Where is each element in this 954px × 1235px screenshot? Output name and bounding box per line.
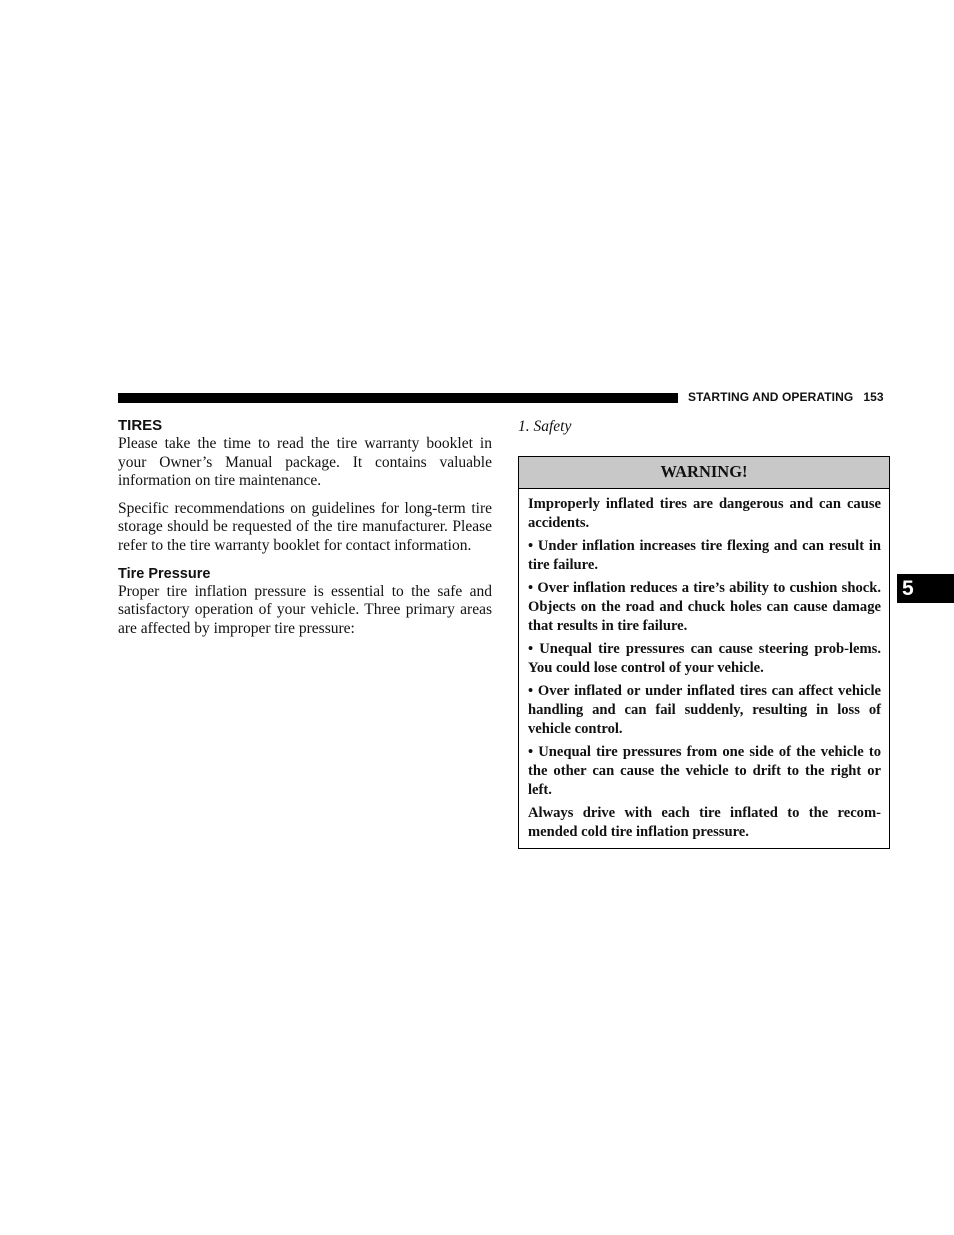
warning-closing: Always drive with each tire inflated to the recom-mended cold tire inflation pressure. [528,804,881,840]
paragraph-warranty: Please take the time to read the tire warranty booklet in your Owner’s Manual package. It contains valuable information on tire maintenance. [118,435,492,490]
warning-bullet: • Over inflated or under inflated tires can affect vehicle handling and can fail suddenly, resulting in loss of vehicle control. [528,683,881,737]
warning-bullet: • Under inflation increases tire flexing and can result in tire failure. [528,538,881,573]
chapter-tab: 5 [897,574,954,603]
warning-title: WARNING! [519,457,889,489]
warning-bullet: • Over inflation reduces a tire’s ability to cushion shock. Objects on the road and chuck holes can cause damage that results in tire failure. [528,580,881,634]
paragraph-pressure: Proper tire inflation pressure is essential to the safe and satisfactory operation of your vehicle. Three primary areas are affected by improper tire pressure: [118,582,492,637]
header-rule [118,393,678,403]
page-number: 153 [863,390,884,404]
paragraph-storage: Specific recommendations on guidelines for long-term tire storage should be requested of the tire manufacturer. Please refer to the tire warranty booklet for contact information. [118,499,492,554]
running-head [688,390,884,404]
list-item-safety: 1. Safety [518,418,572,435]
left-column [118,417,492,638]
tire-pressure-heading: Tire Pressure [118,565,211,582]
warning-bullet: • Unequal tire pressures from one side of the vehicle to the other can cause the vehicle to drift to the right or left. [528,744,881,798]
section-title: STARTING AND OPERATING [688,390,854,404]
warning-box [518,456,890,849]
warning-bullet: • Unequal tire pressures can cause steering prob-lems. You could lose control of your vehicle. [528,641,881,676]
tires-heading: TIRES [118,417,163,434]
warning-intro: Improperly inflated tires are dangerous and can cause accidents. [528,496,881,531]
warning-body [519,489,889,842]
